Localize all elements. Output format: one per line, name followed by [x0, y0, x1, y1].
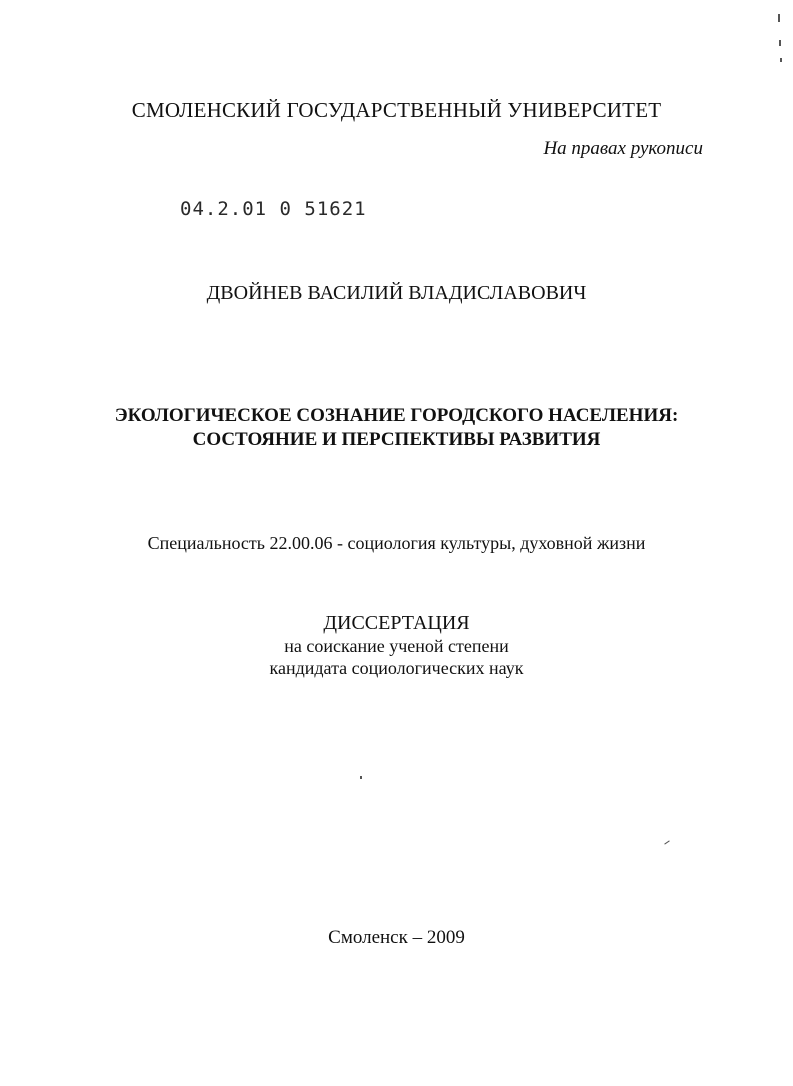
title-line-1: ЭКОЛОГИЧЕСКОЕ СОЗНАНИЕ ГОРОДСКОГО НАСЕЛЕНИЯ: — [114, 405, 679, 426]
scan-speck — [664, 840, 669, 844]
title-line-2: СОСТОЯНИЕ И ПЕРСПЕКТИВЫ РАЗВИТИЯ — [192, 429, 601, 450]
scan-speck — [779, 40, 781, 46]
scan-speck — [778, 14, 780, 22]
specialty: Специальность 22.00.06 - социология культуры, духовной жизни — [147, 533, 646, 553]
city-year: Смоленск – 2009 — [328, 927, 465, 948]
degree-line-1: на соискание ученой степени — [284, 636, 509, 656]
scan-speck — [780, 58, 782, 62]
manuscript-note: На правах рукописи — [543, 138, 703, 159]
university-name: СМОЛЕНСКИЙ ГОСУДАРСТВЕННЫЙ УНИВЕРСИТЕТ — [131, 98, 662, 122]
scan-speck — [360, 776, 362, 779]
dissertation-label: ДИССЕРТАЦИЯ — [323, 612, 470, 634]
dissertation-title — [0, 404, 793, 452]
author-name: ДВОЙНЕВ ВАСИЛИЙ ВЛАДИСЛАВОВИЧ — [206, 282, 587, 304]
registry-stamp: 04.2.01 0 51621 — [180, 198, 367, 220]
degree-line-2: кандидата социологических наук — [269, 658, 524, 678]
